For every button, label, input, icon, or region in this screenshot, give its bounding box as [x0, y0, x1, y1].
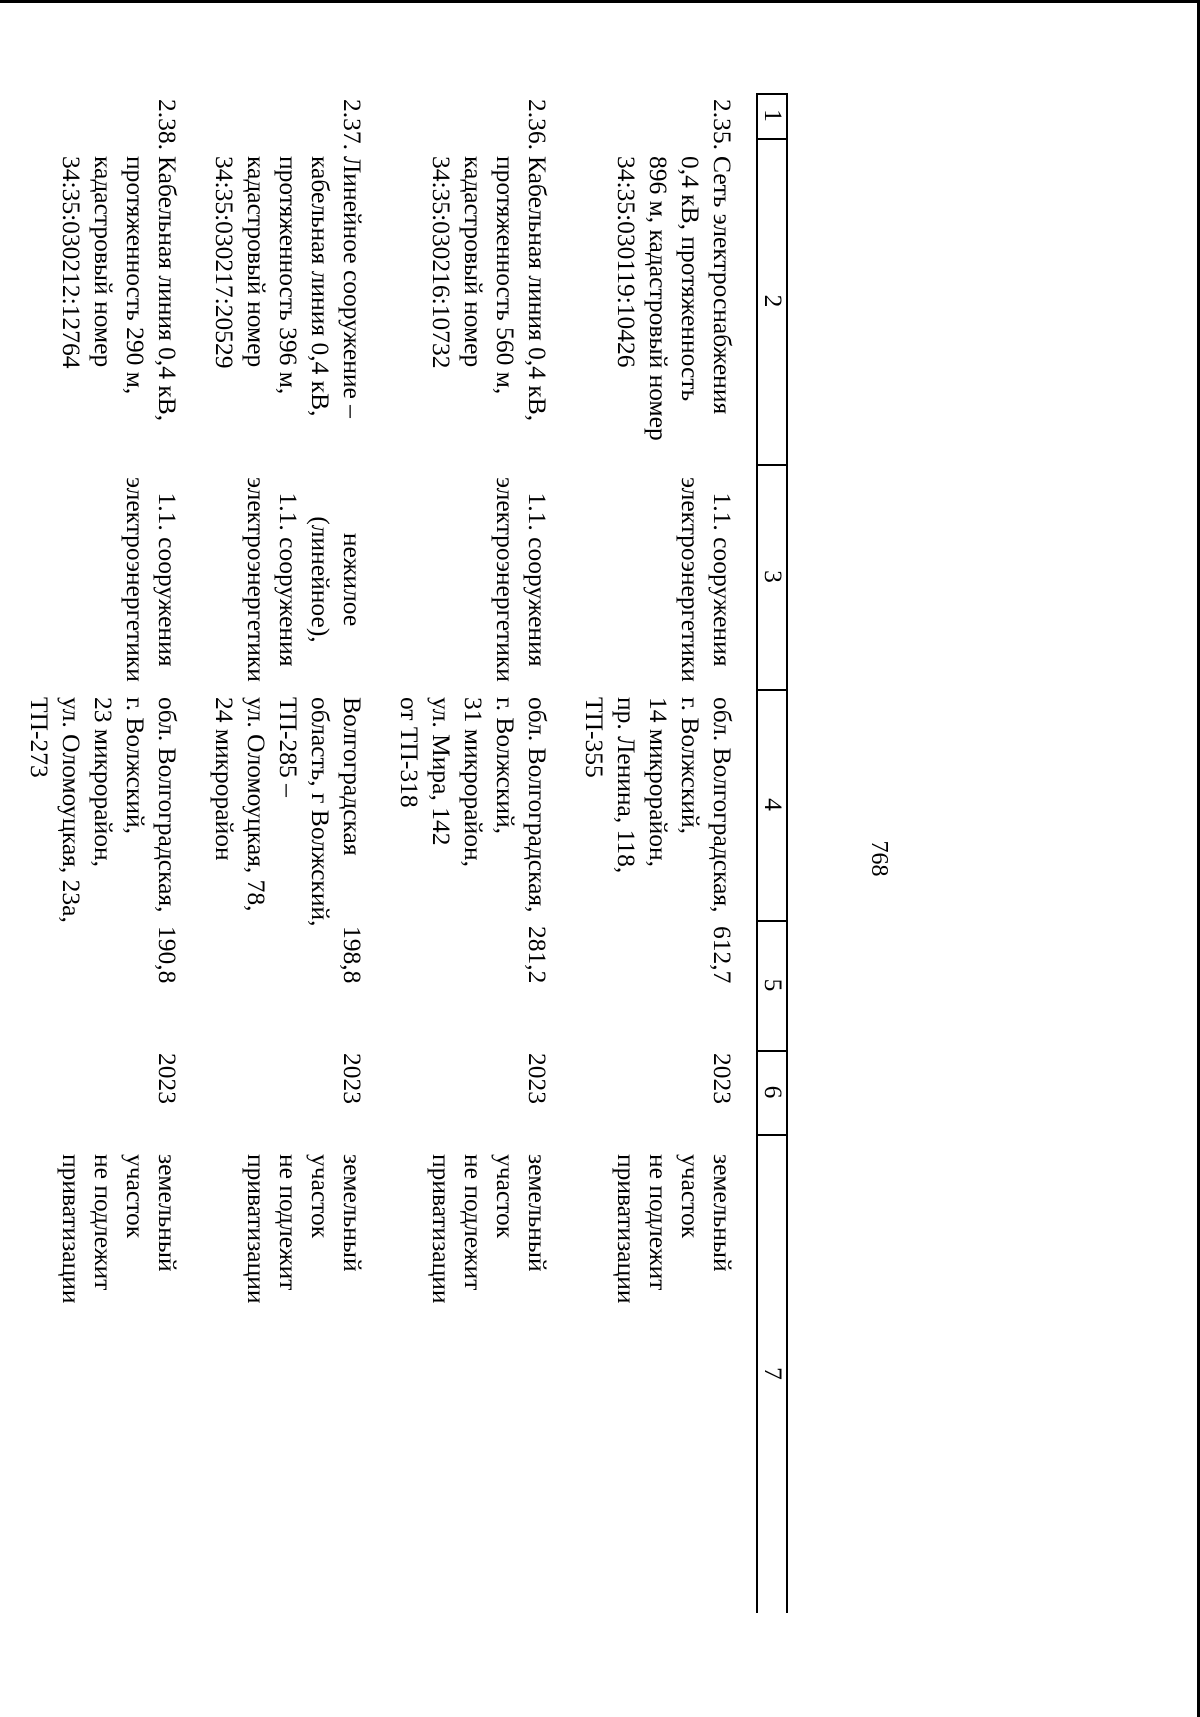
header-col-4: 4 — [759, 798, 788, 811]
object-name-line: 34:35:030119:10426 — [612, 156, 641, 368]
object-category-line: 1.1. сооружения — [708, 492, 737, 667]
object-address-line: ТП-285 – — [274, 697, 303, 797]
object-category — [489, 467, 553, 692]
object-name-line: 0,4 кВ, протяженность — [676, 156, 705, 402]
object-address-line: г. Волжский, — [491, 697, 520, 835]
object-note-line: земельный — [153, 1154, 182, 1272]
object-category — [674, 467, 738, 692]
object-length: 612,7 — [708, 926, 737, 984]
object-year: 2023 — [338, 1053, 367, 1104]
header-col-5: 5 — [759, 978, 788, 992]
row-number: 2.37. — [338, 99, 367, 150]
object-address-line: обл. Волгоградская, — [708, 697, 737, 913]
header-col-2: 2 — [759, 294, 788, 308]
object-address-line: г. Волжский, — [121, 697, 150, 835]
object-name-line: кабельная линия 0,4 кВ, — [306, 156, 335, 417]
object-note — [55, 1154, 183, 1454]
object-address-line: ул. Оломоуцкая, 78, — [242, 697, 271, 912]
row-number: 2.35. — [708, 99, 737, 150]
object-address-line: ТП-273 — [25, 697, 54, 778]
object-name-line: протяженность 290 м, — [121, 156, 150, 395]
object-category-line: нежилое — [338, 532, 367, 627]
object-name-line: 34:35:030217:20529 — [210, 156, 239, 369]
object-name-line: 34:35:030212:12764 — [57, 156, 86, 369]
object-name — [55, 156, 183, 456]
object-name-line: Сеть электроснабжения — [708, 156, 737, 415]
property-table — [0, 93, 788, 1613]
object-address-line: ул. Мира, 142 — [427, 697, 456, 846]
object-address-line: ТП-355 — [580, 697, 609, 778]
object-note-line: участок — [676, 1154, 705, 1239]
object-name-line: 896 м, кадастровый номер — [644, 156, 673, 441]
object-address-line: г. Волжский, — [676, 697, 705, 835]
header-col-3: 3 — [759, 570, 788, 583]
object-year: 2023 — [153, 1053, 182, 1104]
object-note-line: приватизации — [427, 1154, 456, 1304]
object-address — [393, 697, 553, 922]
object-category-line: электроэнергетики — [491, 477, 520, 682]
object-year: 2023 — [708, 1053, 737, 1104]
object-address — [23, 697, 183, 922]
object-note — [425, 1154, 553, 1454]
object-address-line: Волгоградская — [338, 697, 367, 856]
object-year: 2023 — [523, 1053, 552, 1104]
object-category-line: 1.1. сооружения — [153, 492, 182, 667]
page-number: 768 — [866, 840, 892, 877]
object-name-line: кадастровый номер — [89, 156, 118, 368]
object-address — [578, 697, 738, 922]
object-address-line: 24 микрорайон — [210, 697, 239, 861]
object-address-line: ул. Оломоуцкая, 23а, — [57, 697, 86, 923]
object-address-line: 31 микрорайон, — [459, 697, 488, 868]
object-category-line: 1.1. сооружения — [274, 492, 303, 667]
object-name-line: кадастровый номер — [459, 156, 488, 368]
object-category-line: электроэнергетики — [121, 477, 150, 682]
object-note-line: не подлежит — [644, 1154, 673, 1291]
object-name — [425, 156, 553, 456]
header-col-6: 6 — [759, 1085, 788, 1099]
row-number: 2.38. — [153, 99, 182, 150]
object-note-line: приватизации — [57, 1154, 86, 1304]
object-length: 198,8 — [338, 926, 367, 984]
object-note — [610, 1154, 738, 1454]
object-category — [119, 467, 183, 692]
object-address — [208, 697, 368, 927]
object-note — [240, 1154, 368, 1454]
object-note-line: участок — [491, 1154, 520, 1239]
object-note-line: не подлежит — [459, 1154, 488, 1291]
object-note-line: приватизации — [612, 1154, 641, 1304]
object-note-line: земельный — [338, 1154, 367, 1272]
object-address-line: область, г Волжский, — [306, 697, 335, 927]
object-name-line: Кабельная линия 0,4 кВ, — [153, 156, 182, 422]
object-address-line: 23 микрорайон, — [89, 697, 118, 868]
object-name-line: протяженность 396 м, — [274, 156, 303, 395]
object-name-line: 34:35:030216:10732 — [427, 156, 456, 369]
object-name — [610, 156, 738, 456]
object-note-line: участок — [121, 1154, 150, 1239]
object-note-line: не подлежит — [274, 1154, 303, 1291]
object-name-line: протяженность 560 м, — [491, 156, 520, 395]
header-col-7: 7 — [759, 1367, 788, 1380]
object-note-line: не подлежит — [89, 1154, 118, 1291]
object-address-line: обл. Волгоградская, — [523, 697, 552, 913]
object-category-line: электроэнергетики — [676, 477, 705, 682]
object-address-line: пр. Ленина, 118, — [612, 697, 641, 874]
object-length: 281,2 — [523, 926, 552, 984]
object-category-line: (линейное), — [306, 516, 335, 643]
object-category — [240, 467, 368, 692]
object-name-line: Кабельная линия 0,4 кВ, — [523, 156, 552, 422]
object-note-line: земельный — [523, 1154, 552, 1272]
object-address-line: обл. Волгоградская, — [153, 697, 182, 913]
row-number: 2.36. — [523, 99, 552, 150]
object-address-line: 14 микрорайон, — [644, 697, 673, 868]
object-address-line: от ТП-318 — [395, 697, 424, 808]
object-note-line: приватизации — [242, 1154, 271, 1304]
object-category-line: электроэнергетики — [242, 477, 271, 682]
object-length: 190,8 — [153, 926, 182, 984]
object-name-line: кадастровый номер — [242, 156, 271, 368]
object-category-line: 1.1. сооружения — [523, 492, 552, 667]
header-col-1: 1 — [759, 109, 788, 122]
object-name-line: Линейное сооружение – — [338, 156, 367, 418]
object-name — [208, 156, 368, 456]
object-note-line: земельный — [708, 1154, 737, 1272]
object-note-line: участок — [306, 1154, 335, 1239]
